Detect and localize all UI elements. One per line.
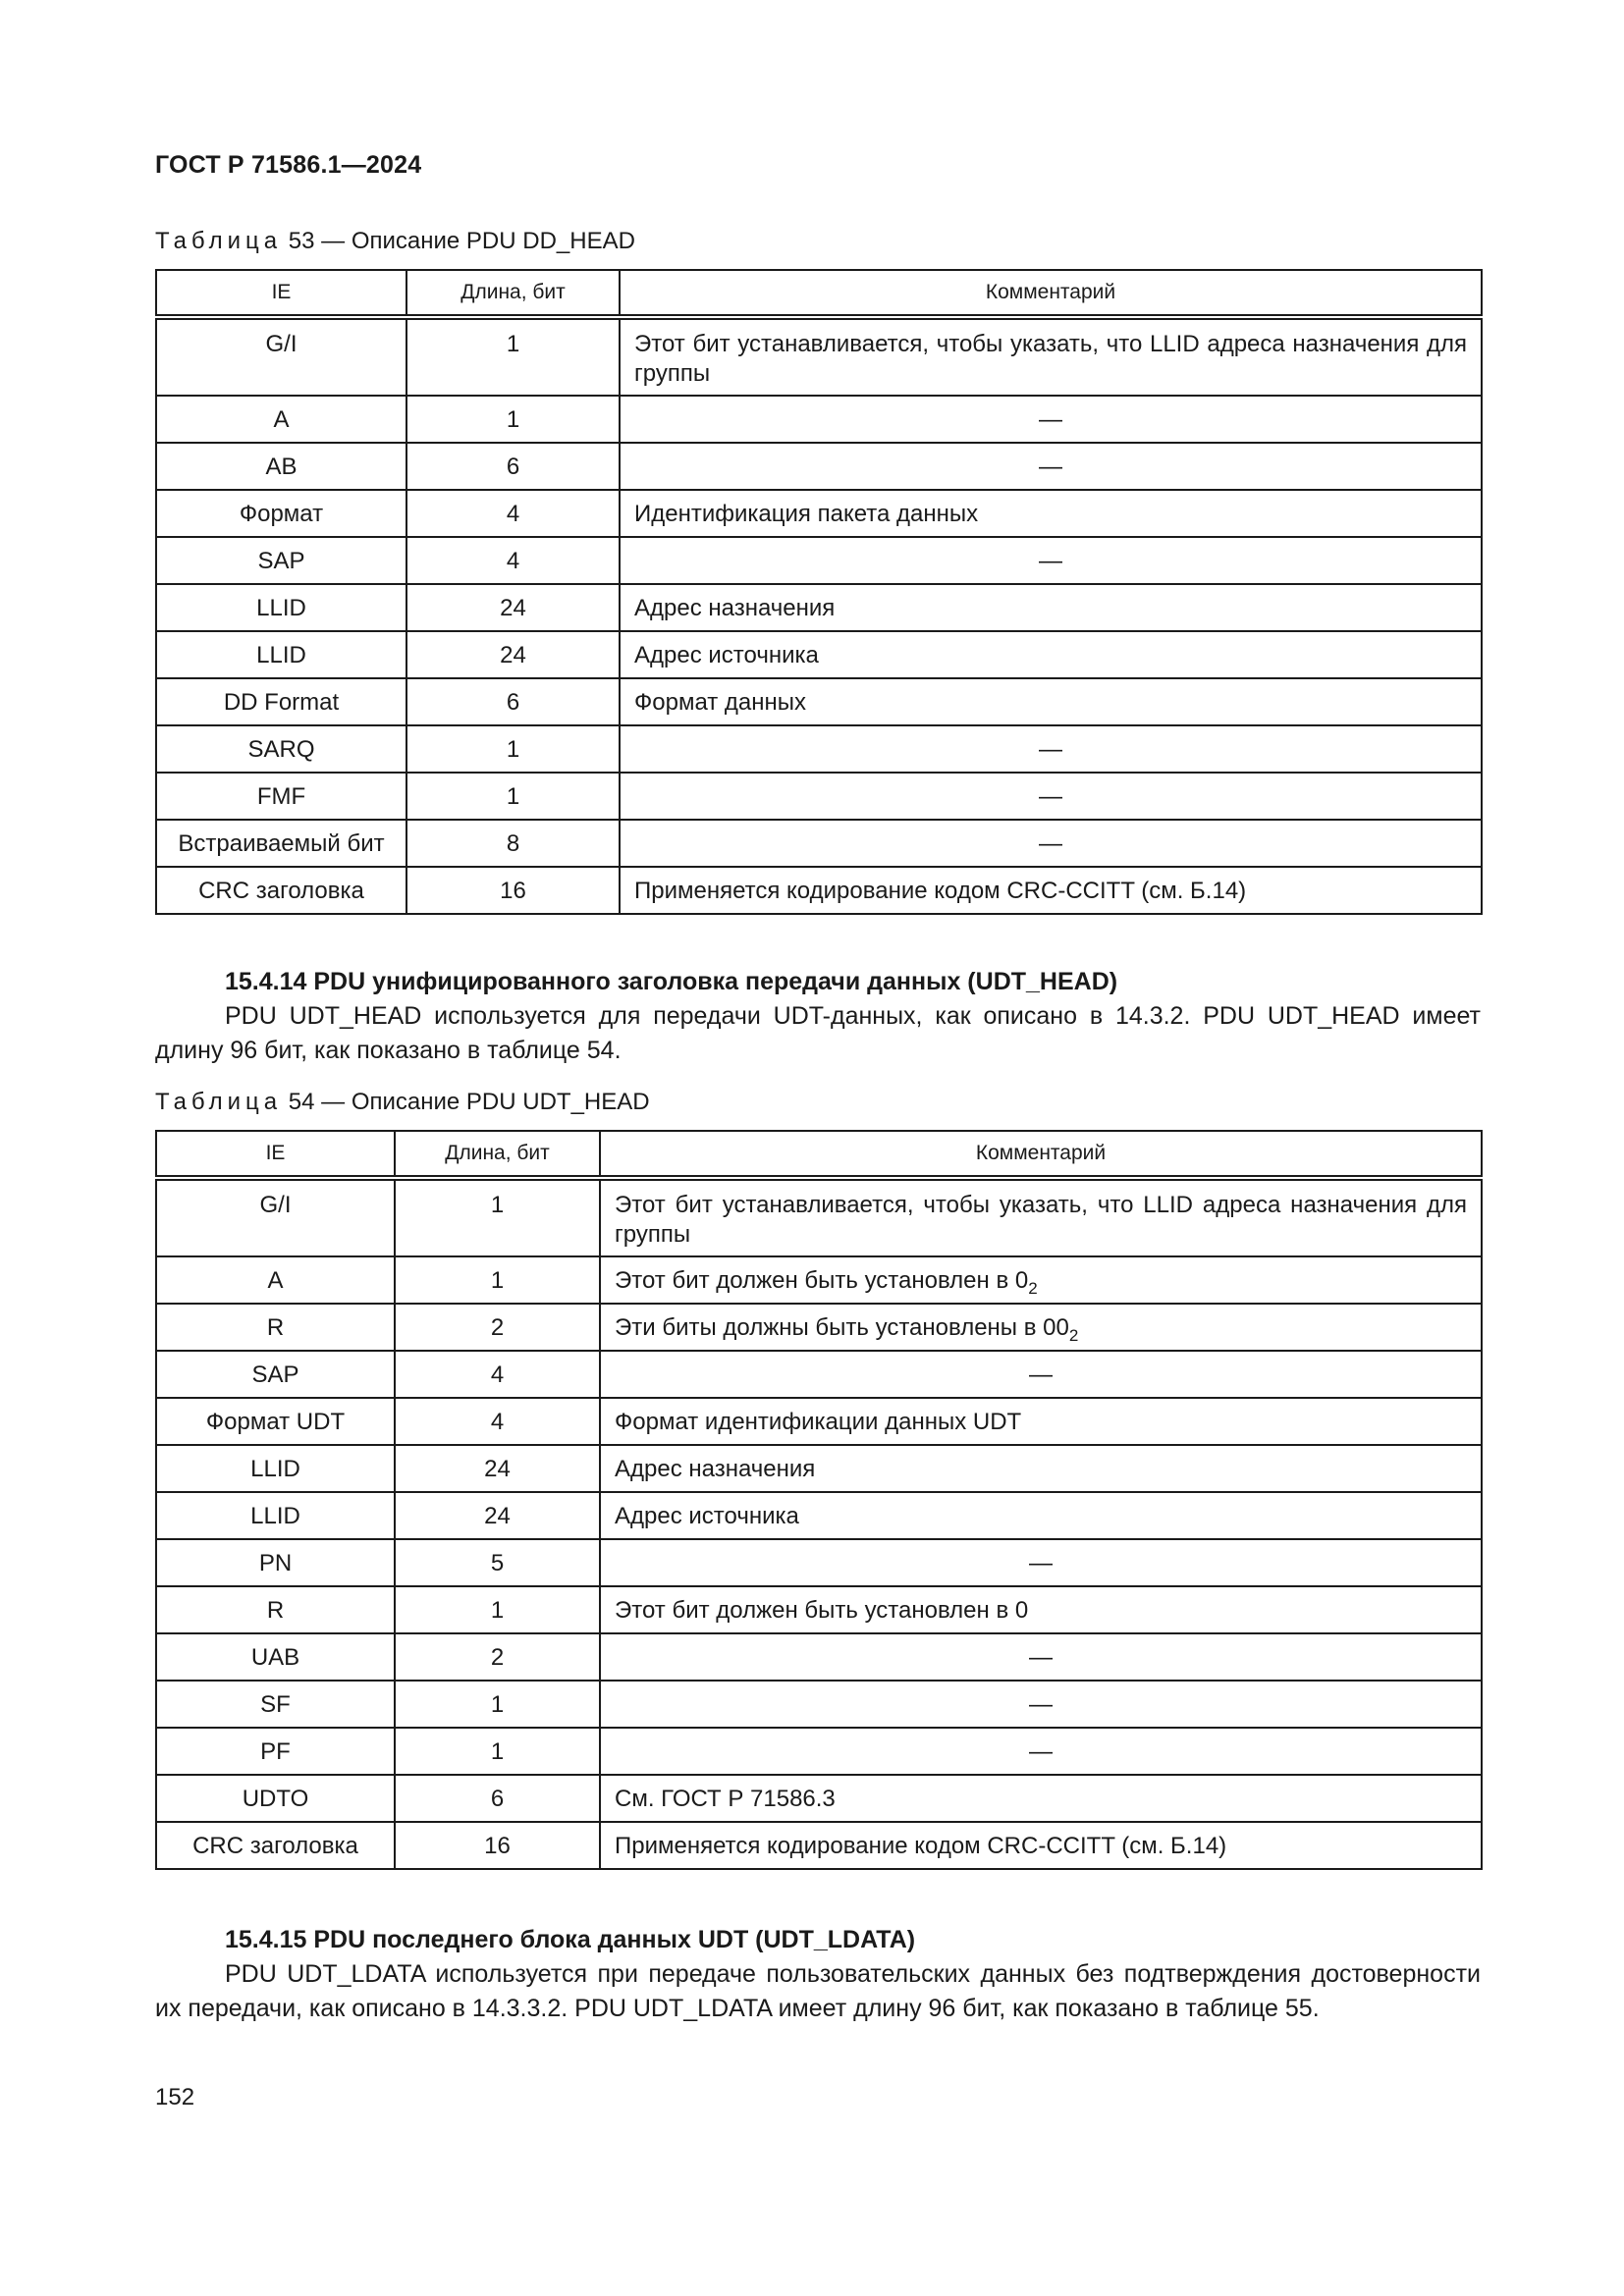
table-row xyxy=(156,1178,1482,1256)
cell-ie: A xyxy=(156,1256,395,1304)
section-15-4-14-text: PDU UDT_HEAD используется для передачи UDT-данных, как описано в 14.3.2. PDU UDT_HEAD имеет длину 96 бит, как показано в таблице 54. xyxy=(155,1002,1481,1064)
cell-ie: R xyxy=(156,1586,395,1633)
cell-ie: G/I xyxy=(156,317,406,396)
cell-comment xyxy=(600,1304,1482,1351)
column-header-length: Длина, бит xyxy=(406,270,620,317)
cell-comment-subscript: 2 xyxy=(1028,1279,1038,1298)
table-row xyxy=(156,1728,1482,1775)
document-header: ГОСТ Р 71586.1—2024 xyxy=(155,151,422,179)
cell-comment: Адрес источника xyxy=(620,631,1482,678)
cell-length: 1 xyxy=(406,317,620,396)
cell-length: 6 xyxy=(406,443,620,490)
cell-length: 6 xyxy=(395,1775,600,1822)
cell-length: 1 xyxy=(406,773,620,820)
table-54 xyxy=(155,1130,1483,1870)
cell-length: 6 xyxy=(406,678,620,725)
table-53-caption-title: 53 — Описание PDU DD_HEAD xyxy=(288,228,635,254)
cell-length: 1 xyxy=(406,396,620,443)
cell-length: 1 xyxy=(395,1681,600,1728)
cell-length: 24 xyxy=(395,1492,600,1539)
cell-length: 4 xyxy=(395,1398,600,1445)
cell-comment: Адрес источника xyxy=(600,1492,1482,1539)
cell-ie: G/I xyxy=(156,1178,395,1256)
cell-comment: Применяется кодирование кодом CRC-CCITT (см. Б.14) xyxy=(620,867,1482,914)
table-row xyxy=(156,867,1482,914)
table-row xyxy=(156,317,1482,396)
table-54-caption xyxy=(155,1089,650,1116)
section-15-4-15-heading: 15.4.15 PDU последнего блока данных UDT (UDT_LDATA) xyxy=(225,1926,916,1953)
cell-comment: См. ГОСТ Р 71586.3 xyxy=(600,1775,1482,1822)
cell-ie: LLID xyxy=(156,1445,395,1492)
cell-length: 1 xyxy=(395,1256,600,1304)
cell-comment: — xyxy=(600,1633,1482,1681)
cell-ie: LLID xyxy=(156,584,406,631)
cell-comment: — xyxy=(620,396,1482,443)
column-header-comment: Комментарий xyxy=(600,1131,1482,1178)
table-row xyxy=(156,1304,1482,1351)
cell-length: 24 xyxy=(395,1445,600,1492)
table-row xyxy=(156,537,1482,584)
cell-comment-subscript: 2 xyxy=(1068,1326,1079,1345)
cell-comment: Этот бит устанавливается, чтобы указать, что LLID адреса назначения для группы xyxy=(600,1178,1482,1256)
cell-comment: Применяется кодирование кодом CRC-CCITT (см. Б.14) xyxy=(600,1822,1482,1869)
column-header-length: Длина, бит xyxy=(395,1131,600,1178)
cell-length: 1 xyxy=(406,725,620,773)
table-row xyxy=(156,1586,1482,1633)
cell-comment-text: Эти биты должны быть установлены в 00 xyxy=(615,1314,1069,1341)
table-row xyxy=(156,1256,1482,1304)
cell-length: 16 xyxy=(395,1822,600,1869)
cell-comment: Идентификация пакета данных xyxy=(620,490,1482,537)
cell-comment: — xyxy=(600,1681,1482,1728)
table-row xyxy=(156,773,1482,820)
cell-comment: — xyxy=(620,443,1482,490)
cell-ie: PN xyxy=(156,1539,395,1586)
table-row xyxy=(156,443,1482,490)
table-row xyxy=(156,490,1482,537)
cell-length: 2 xyxy=(395,1633,600,1681)
table-row xyxy=(156,1398,1482,1445)
cell-comment: — xyxy=(620,725,1482,773)
cell-ie: Формат UDT xyxy=(156,1398,395,1445)
cell-ie: SAP xyxy=(156,1351,395,1398)
cell-length: 5 xyxy=(395,1539,600,1586)
cell-ie: LLID xyxy=(156,1492,395,1539)
page-number: 152 xyxy=(155,2084,195,2110)
cell-ie: SAP xyxy=(156,537,406,584)
cell-length: 4 xyxy=(406,537,620,584)
table-row xyxy=(156,584,1482,631)
cell-length: 1 xyxy=(395,1586,600,1633)
cell-comment: Формат идентификации данных UDT xyxy=(600,1398,1482,1445)
cell-ie: AB xyxy=(156,443,406,490)
cell-length: 24 xyxy=(406,584,620,631)
cell-ie: FMF xyxy=(156,773,406,820)
cell-ie: CRC заголовка xyxy=(156,1822,395,1869)
cell-comment: Формат данных xyxy=(620,678,1482,725)
cell-ie: CRC заголовка xyxy=(156,867,406,914)
cell-length: 1 xyxy=(395,1728,600,1775)
cell-comment: — xyxy=(600,1351,1482,1398)
cell-comment-text: Этот бит должен быть установлен в 0 xyxy=(615,1267,1029,1294)
cell-comment: — xyxy=(620,773,1482,820)
table-row xyxy=(156,1351,1482,1398)
cell-comment xyxy=(600,1256,1482,1304)
table-54-header-row xyxy=(156,1131,1482,1178)
cell-ie: R xyxy=(156,1304,395,1351)
cell-length: 16 xyxy=(406,867,620,914)
cell-ie: SF xyxy=(156,1681,395,1728)
column-header-comment: Комментарий xyxy=(620,270,1482,317)
table-row xyxy=(156,1822,1482,1869)
table-row xyxy=(156,725,1482,773)
cell-comment: — xyxy=(620,537,1482,584)
cell-comment: — xyxy=(600,1728,1482,1775)
table-row xyxy=(156,1445,1482,1492)
cell-ie: UAB xyxy=(156,1633,395,1681)
cell-comment: — xyxy=(620,820,1482,867)
table-53-header-row xyxy=(156,270,1482,317)
table-row xyxy=(156,1633,1482,1681)
column-header-ie: IE xyxy=(156,1131,395,1178)
cell-comment: Этот бит должен быть установлен в 0 xyxy=(600,1586,1482,1633)
cell-length: 2 xyxy=(395,1304,600,1351)
cell-ie: A xyxy=(156,396,406,443)
cell-ie: Встраиваемый бит xyxy=(156,820,406,867)
table-53 xyxy=(155,269,1483,915)
cell-length: 4 xyxy=(395,1351,600,1398)
table-row xyxy=(156,820,1482,867)
cell-length: 4 xyxy=(406,490,620,537)
table-53-caption-word: Таблица xyxy=(155,228,283,254)
table-54-caption-word: Таблица xyxy=(155,1089,283,1115)
cell-comment: Адрес назначения xyxy=(600,1445,1482,1492)
cell-comment: Этот бит устанавливается, чтобы указать, что LLID адреса назначения для группы xyxy=(620,317,1482,396)
cell-ie: Формат xyxy=(156,490,406,537)
table-54-caption-title: 54 — Описание PDU UDT_HEAD xyxy=(288,1089,650,1115)
section-15-4-15-text: PDU UDT_LDATA используется при передаче пользовательских данных без подтверждения достоверности их передачи, как описано в 14.3.3.2. PDU UDT_LDATA имеет длину 96 бит, как показано в таблице 55. xyxy=(155,1960,1481,2022)
table-row xyxy=(156,1775,1482,1822)
table-row xyxy=(156,1492,1482,1539)
cell-ie: LLID xyxy=(156,631,406,678)
column-header-ie: IE xyxy=(156,270,406,317)
cell-ie: DD Format xyxy=(156,678,406,725)
cell-ie: PF xyxy=(156,1728,395,1775)
cell-length: 1 xyxy=(395,1178,600,1256)
table-53-caption xyxy=(155,228,635,255)
table-row xyxy=(156,631,1482,678)
cell-length: 24 xyxy=(406,631,620,678)
cell-comment: — xyxy=(600,1539,1482,1586)
table-row xyxy=(156,1681,1482,1728)
section-15-4-14-heading: 15.4.14 PDU унифицированного заголовка передачи данных (UDT_HEAD) xyxy=(225,968,1118,995)
table-row xyxy=(156,1539,1482,1586)
cell-length: 8 xyxy=(406,820,620,867)
table-row xyxy=(156,396,1482,443)
cell-ie: SARQ xyxy=(156,725,406,773)
cell-comment: Адрес назначения xyxy=(620,584,1482,631)
table-row xyxy=(156,678,1482,725)
cell-ie: UDTO xyxy=(156,1775,395,1822)
